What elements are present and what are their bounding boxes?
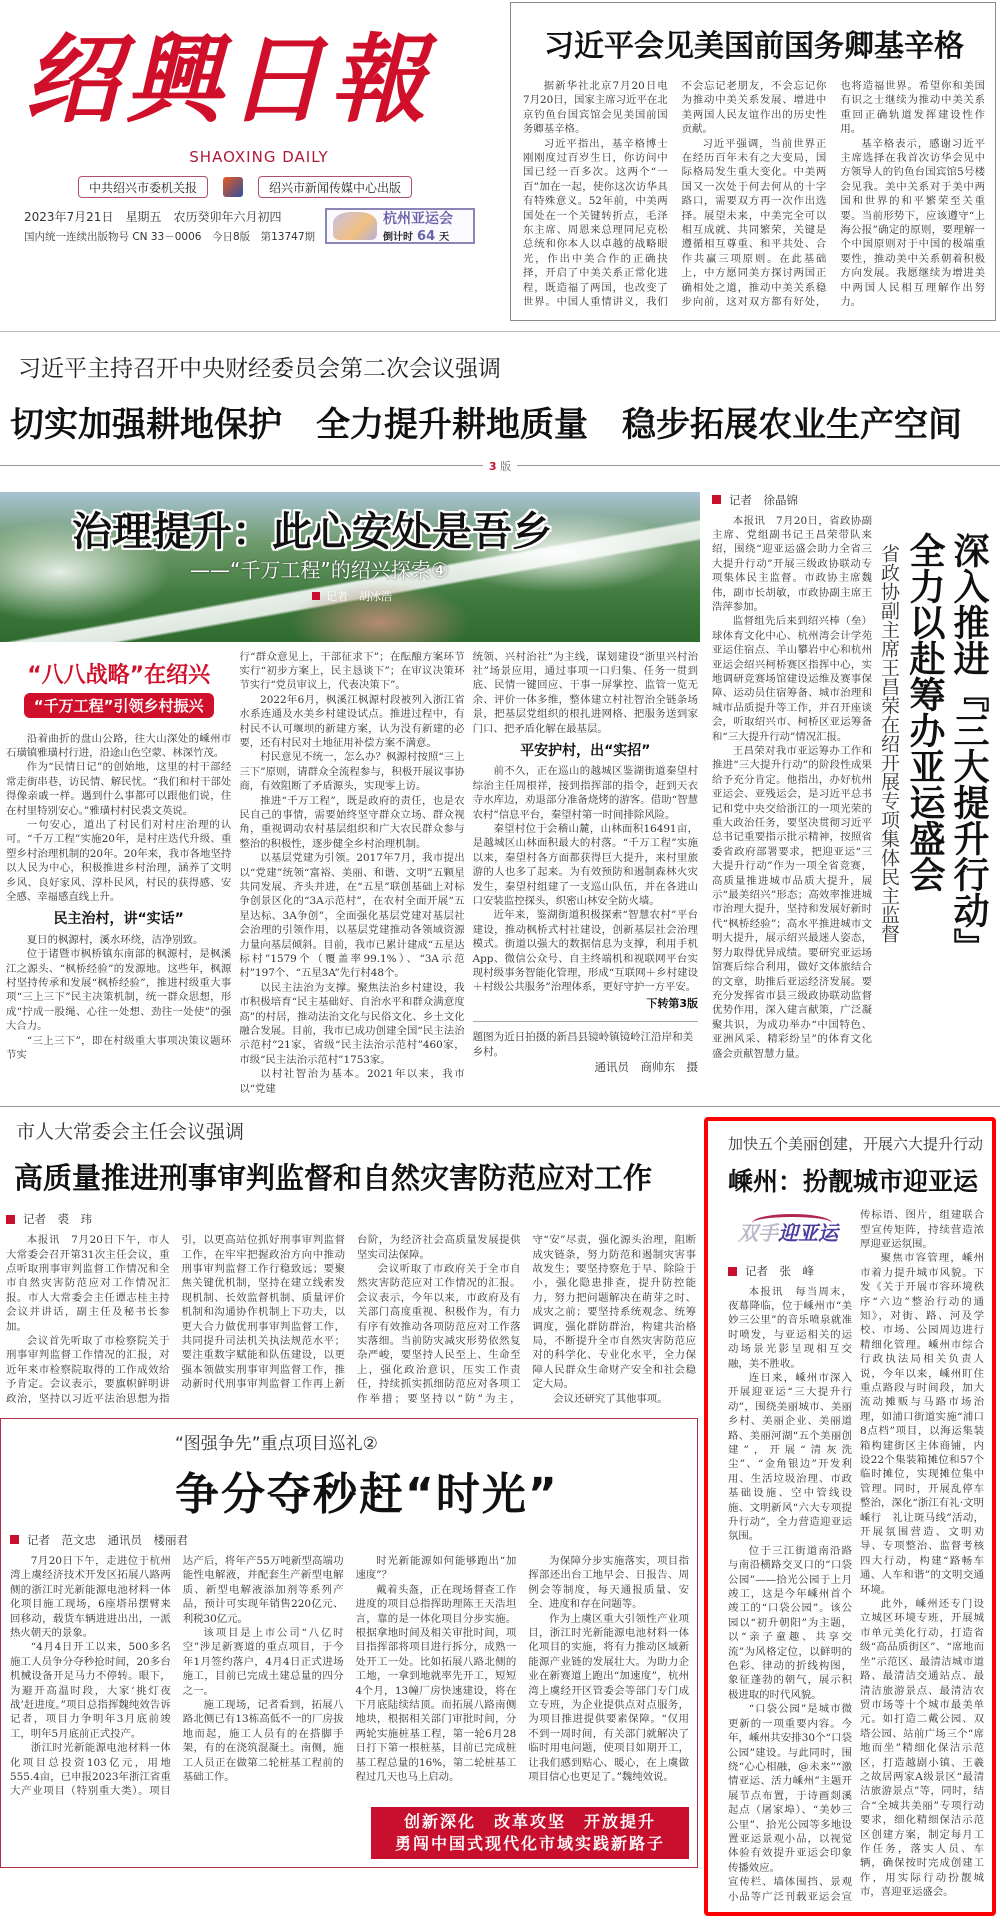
paragraph: 一句安心，道出了村民们对村庄治理的认可。“千万工程”实施20年，是村庄迭代升级、重塑乡村治理机制的20年。20年来，我市各地坚持以人民为中心，积极推进乡村治理，涵养了文明乡风、良好家风、淳朴民风，村民的获得感、安全感、幸福感直线上升。 bbox=[6, 818, 232, 903]
paragraph: 本报讯 7月20日，省政协副主席、党组副书记王昌荣带队来绍，围绕“迎亚运盛会助力全省三大提升行动”开展三级政协联动专项集体民主监督。市政协主席魏伟，副市长胡敏，市政协副主席王浩萍参加。 bbox=[712, 514, 872, 613]
paragraph: 2022年6月，枫溪江枫源村段被列入浙江省水系连通及水美乡村建设试点。推进过程中，有村民不认可堰坝的新建方案，认为没有新建的必要，还有村民对土地征用补偿方案不满意。 bbox=[239, 693, 465, 749]
paragraph: “口袋公园”是城市微更新的一项重要内容。今年，嵊州共安排30个“口袋公园”建设。与此同时，围绕“心心相融，@未来”“激情亚运、活力嵊州”主题开展节点布置，于诗画剡溪起点（屠家埠）、“美妙三公里”、拾光公园等多地设置亚运景观小品，以视觉体验有效提升亚运会印象传播效应。 bbox=[728, 1703, 852, 1874]
paragraph: 推进“千万工程”，既是政府的责任，也是农民自己的事情，需要始终坚守群众立场、群众视角，重视调动农村基层组织和广大农民群众参与整治的积极性，逐步健全乡村治理机制。 bbox=[239, 794, 465, 850]
paragraph: 习近平指出，基辛格博士刚刚度过百岁生日，你访问中国已经一百多次。这两个“一百”加在一起，使你这次访华具有特殊意义。52年前，中美两国处在一个关键转折点，毛泽东主席、周恩来总理同尼克松总统和你本人以卓越的战略眼光，作出中美合作的正确抉择，开启了中美关系正常化进程，既造福了两国，也改变了世界。中国人重情讲义，我们不会忘记老朋友，不会忘记你为推动中美关系发展、增进中美两国人民友谊作出的历史性贡献。 bbox=[523, 80, 827, 309]
lead-story bbox=[0, 332, 1000, 474]
english-name: SHAOXING DAILY bbox=[189, 148, 329, 166]
logo-text-a: 双手 bbox=[738, 1221, 778, 1246]
shengzhou-kicker: 加快五个美丽创建，开展六大提升行动 bbox=[728, 1135, 984, 1154]
publisher-label: 绍兴市新闻传媒中心出版 bbox=[258, 176, 412, 198]
paragraph: 会议听取了市政府关于全市自然灾害防范应对工作情况的汇报。会议表示，今年以来，市政府及有关部门高度重视、积极作为，有力有序有效推动各项防范应对工作落实落细。当前防灾减灾形势依然复杂严峻，要坚持人民至上、生命至上，强化政治意识，压实工作责任，持续抓实抓细防范应对各项工作举措；要坚持以“防”为主，守“安”尽责，强化源头治理，阻断成灾链条，努力防范和遏制灾害事故发生；要坚持察危于早、除险于小，强化隐患排查，提升防控能力，努力把问题解决在萌芽之时、成灾之前；要坚持系统观念、统筹调度，强化群防群治，构建共治格局，不断提升全市自然灾害防范应对的科学化、专业化水平，全力保障人民群众生命财产安全和社会稳定大局。 bbox=[357, 1234, 696, 1405]
masthead bbox=[0, 2, 500, 321]
slogan-banner bbox=[371, 1807, 689, 1859]
paragraph: 以村社智治为基本。2021年以来，我市以“党建 bbox=[239, 1068, 465, 1095]
caption-text: 题图为近日拍摄的新昌县镜岭镇镜岭江沿岸和美乡村。 bbox=[472, 1030, 694, 1058]
project-headline[interactable]: 争分夺秒赶“时光” bbox=[175, 1468, 559, 1520]
byline-marker-icon bbox=[312, 592, 320, 600]
paragraph: 行“群众意见上，干部征求下”；在酝酿方案环节实行“初步方案上，民主恳谈下”；在审议决策环节实行“党员审议上，代表决策下”。 bbox=[239, 650, 465, 692]
slogan-line-1: 创新深化 改革攻坚 开放提升 bbox=[403, 1811, 656, 1831]
asian-games-countdown bbox=[325, 208, 475, 244]
column-logo-subtitle: “千万工程”引领乡村振兴 bbox=[24, 693, 214, 718]
column-logo bbox=[728, 1212, 838, 1254]
article-byline bbox=[6, 1211, 700, 1227]
page-label: 版 bbox=[500, 459, 512, 473]
newspaper-logo: 绍興日報 bbox=[24, 23, 432, 136]
paragraph: 会议还研究了其他事项。 bbox=[553, 1392, 668, 1405]
article-byline bbox=[10, 1532, 689, 1548]
divider bbox=[0, 465, 483, 466]
paragraph: 该项目是上市公司“八亿时空”涉足新赛道的重点项目，于今年1月签约落户，4月4日正式进场施工，目前已完成土建总量的四分之一。 bbox=[182, 1627, 344, 1697]
byline-marker-icon bbox=[6, 1215, 15, 1224]
feature-column-2 bbox=[239, 650, 464, 1097]
feature-subtitle: ——“千万工程”的绍兴探索④ bbox=[190, 557, 449, 582]
paragraph: 前不久，正在巡山的越城区鉴湖街道秦望村综治主任周根祥，接到指挥部的指令，赶到天衣寺水库边，劝退部分准备烧烤的游客。借助“智慧农村”信息平台，秦望村第一时间排除风险。 bbox=[472, 765, 698, 821]
asian-games-article bbox=[700, 492, 1000, 1097]
paragraph: 基辛格表示，感谢习近平主席选择在我首次访华会见中方领导人的钓鱼台国宾馆5号楼会见我。美中关系对于美中两国和世界的和平繁荣至关重要。当前形势下，应该遵守“上海公报”确定的原则，要理解一个中国原则对于中国的极端重要性，推动美中关系朝着积极方向发展。我愿继续为增进美中两国人民相互理解作出努力。 bbox=[840, 137, 985, 309]
countdown-days: 64 bbox=[417, 229, 436, 244]
serial-number: 国内统一连续出版物号 CN 33－0006 今日8版 第13747期 bbox=[24, 231, 316, 243]
byline-text: 记者 裘 玮 bbox=[23, 1212, 92, 1227]
paragraph: 习近平强调，当前世界正在经历百年未有之大变局，国际格局发生重大变化。中美两国又一次处于何去何从的十字路口，需要双方再一次作出选择。展望未来，中美完全可以相互成就、共同繁荣，关键是遵循相互尊重、和平共处、合作共赢三项原则。在此基础上，中方愿同美方探讨两国正确相处之道，推动中美关系稳步向前，这对双方都有好处，也将造福世界。希望你和美国有识之士继续为推动中美关系重回正确轨道发挥建设性作用。 bbox=[681, 80, 985, 309]
paragraph: 沿着曲折的盘山公路，往大山深处的嵊州市石璜镇雅璜村行进，沿途山色空蒙、林深竹茂。 bbox=[6, 732, 232, 759]
byline-text: 记者 范文忠 通讯员 楼丽君 bbox=[27, 1532, 188, 1547]
asian-games-body bbox=[712, 514, 872, 1061]
paragraph: 本报讯 每当周末，夜幕降临，位于嵊州市“美妙三公里”的音乐喷泉就准时喷发，与亚运相关的运动场景光影呈现相互交融，美不胜收。 bbox=[728, 1285, 852, 1370]
issue-info bbox=[24, 208, 500, 244]
top-story-headline[interactable]: 习近平会见美国前国务卿基辛格 bbox=[544, 29, 964, 64]
paragraph: 以基层党建为引领。2017年7月，我市提出以“党建”统领“富裕、美丽、和谐、文明”五颗星共同发展、齐头并进，在“五星”联创基础上对标争创景区化的“3A示范村”，在农村全面开展“五星达标、3A争创”，全面强化基层党建对基层社会治理的引领作用，以基层党建推动各领域资源力量向基层倾斜。目前，我市已累计建成“五星达标村”1579个（覆盖率99.1%）、“3A示范村”197个、“五星3A”先行村48个。 bbox=[239, 852, 465, 980]
paragraph: 位于诸暨市枫桥镇东南部的枫源村，是枫溪江之源头、“枫桥经验”的发源地。这些年，枫源村坚持传承和发展“枫桥经验”，推进村级重大事项“三上三下”民主决策机制，统一群众思想，形成“拧成一股绳、心往一处想、劲往一处使”的强大合力。 bbox=[6, 948, 232, 1033]
paragraph: 宣传栏、墙体围挡、景观小品等广泛刊载亚运会宣传标语、图片，组建联合型宣传矩阵，持续营造浓厚迎亚运氛围。 bbox=[728, 1209, 984, 1903]
byline-marker-icon bbox=[728, 1267, 737, 1276]
feature-column-1 bbox=[6, 732, 231, 1063]
article-byline bbox=[728, 1264, 852, 1278]
photo-caption bbox=[473, 1021, 698, 1075]
divider bbox=[517, 465, 1000, 466]
page-reference[interactable] bbox=[483, 458, 517, 474]
paragraph: 统领、兴村治社”为主线，谋划建设“浙里兴村治社”场景应用，通过事项一口归集、任务一贯到底、民情一键回应、干事一屏掌控、监管一览无余、评价一体多维，整体建立村社智治全链条场景，把基层党组织的根扎进网格、把服务送到家门口、把矛盾化解在最基层。 bbox=[472, 650, 698, 735]
subheading: 平安护村，出“实招” bbox=[520, 742, 651, 759]
project-article-frame bbox=[0, 1418, 698, 1868]
paragraph: 戴着头盔，正在现场督查工作进度的项目总指挥助理陈王天浩坦言，靠的是一体化项目分步实施。根据拿地时间及相关审批时间，项目指挥部将项目进行拆分，成熟一处开工一处。比如拓展八路北侧的工地，一拿到地就率先开工，短短4个月，13幢厂房快速建设，将在下月底陆续结顶。而拓展八路南侧地块，根据相关部门审批时间，分两轮实施桩基工程，第一轮6月28日打下第一根桩基，目前已完成桩基工程总量的16%，第二轮桩基工程过几天也马上启动。 bbox=[355, 1583, 517, 1784]
lead-kicker: 习近平主持召开中央财经委员会第二次会议强调 bbox=[18, 355, 501, 382]
subheading: 民主治村，讲“实话” bbox=[53, 911, 184, 928]
paragraph: 以民主法治为支撑。聚焦法治乡村建设，我市积极培育“民主基础好、自治水平和群众满意度高”的村居，推动法治文化与民俗文化、乡土文化融合发展。目前，我市已成功创建全国“民主法治示范村”21家，省级“民主法治示范村”460家，市级“民主法治示范村”1753家。 bbox=[239, 981, 465, 1066]
feature-row bbox=[0, 492, 1000, 1108]
npc-body bbox=[6, 1233, 700, 1406]
paragraph: 据新华社北京7月20日电 7月20日，国家主席习近平在北京钓鱼台国宾馆会见美国前国务卿基辛格。 bbox=[523, 80, 679, 136]
publisher-bar bbox=[78, 176, 412, 198]
lead-headline[interactable]: 切实加强耕地保护 全力提升耕地质量 稳步拓展农业生产空间 bbox=[10, 404, 962, 445]
asian-games-subtitle: 省政协副主席王昌荣在绍开展专项集体民主监督 bbox=[878, 543, 900, 943]
top-story-body bbox=[523, 79, 985, 310]
highlight-box bbox=[704, 1117, 996, 1916]
paragraph: 近年来，鉴湖街道积极探索“智慧农村”平台建设，推动枫桥式村社建设，创新基层社会治理模式。街道以强大的数据信息为支撑，利用手机App、微信公众号、自主终端机和视联网平台实现村级事务智能化管理，形成“互联网＋乡村建设＋村级公共服务”治理体系，更好守护一方平安。 bbox=[472, 909, 698, 994]
paragraph: 会议首先听取了市检察院关于刑事审判监督工作情况的汇报，对近年来市检察院取得的工作成效给予肯定。会议表示，要旗帜鲜明讲政治，坚持以习近平法治思想为指引，以更高站位抓好刑事审判监督工作，在牢牢把握政治方向中推动刑事审判监督工作行稳致远；要聚焦关键优机制，坚持在建立线索发现机制、长效监督机制、质量评价机制和沟通协作机制上下功夫，以更大合力做优刑事审判监督工作，共同提升司法机关执法规范水平；要注重数字赋能和队伍建设，以更强本领做实刑事审判监督工作，推动新时代刑事审判监督工作再上新台阶，为经济社会高质量发展提供坚实司法保障。 bbox=[6, 1234, 521, 1405]
paragraph: 作为上虞区重大引领性产业项目，浙江时光新能源电池材料一体化项目的实施，将有力推动区域新能源产业链的发展壮大。为助力企业在新赛道上跑出“加速度”，杭州湾上虞经开区管委会等部门专门成立专班，为企业提供点对点服务，为项目推进提供要素保障。“仅用不到一周时间，有关部门就解决了临时用电问题，使项目如期开工，让我们感到贴心、暖心，在上虞做项目信心也更足了。”魏纯效说。 bbox=[528, 1612, 689, 1784]
paragraph: 聚焦市容管理，嵊州市着力提升城市风貌。下发《关于开展市容环境秩序“六边”整治行动的通知》，对街、路、河及学校、市场、公园周边进行精细化管理。嵊州市综合行政执法局相关负责人说，今年以来，嵊州盯住重点路段与时间段，加大流动摊贩与马路市场治理，如浦口街道实施“浦口8点档”项目，以海运集装箱构建街区主体商铺，内设22个集装箱摊位和57个临时摊位，实现摊位集中管理。同时，开展乱停车整治，深化“浙江有礼·文明嵊行 礼让斑马线”活动，开展氛围营造、文明劝导、专项整治、监督考核四大行动，构建“路畅车通、人车和谐”的文明交通环境。 bbox=[860, 1252, 984, 1596]
logo-text-b: 迎亚运 bbox=[778, 1221, 838, 1246]
paragraph: 夏日的枫源村，溪水环绕，洁净别致。 bbox=[26, 933, 204, 946]
paragraph: “4月4日开工以来，500多名施工人员争分夺秒抢时间，20多台机械设备开足马力不停转。眼下，为避开高温时段，大家‘挑灯夜战’赶进度。”项目总指挥魏纯效告诉记者，项目力争明年3月底前竣工，明年5月底前正式投产。 bbox=[10, 1641, 171, 1740]
project-kicker: “图强争先”重点项目巡礼② bbox=[175, 1433, 378, 1454]
feature-body bbox=[0, 650, 700, 1097]
feature-headline[interactable]: 治理提升：此心安处是吾乡 bbox=[72, 508, 552, 555]
npc-kicker: 市人大常委会主任会议强调 bbox=[16, 1121, 245, 1144]
asian-games-headline-line2[interactable]: 全力以赴筹办亚运盛会 bbox=[904, 531, 945, 892]
npc-article bbox=[0, 1117, 700, 1418]
countdown-suffix: 天 bbox=[439, 232, 450, 243]
paragraph: 浙江时光新能源电池材料一体化项目总投资103亿元，用地555.4亩，已申报2023年浙江省重大产业项目（特别重大类）。项目达产后，将年产55万吨新型高端功能性电解液，并配套生产新型电解质、新型电解液添加剂等系列产品，预计可实现年销售220亿元、利税30亿元。 bbox=[10, 1554, 344, 1798]
paragraph: 施工现场，记者看到，拓展八路北侧已有13栋高低不一的厂房拔地而起，施工人员有的在搭脚手架，有的在浇筑混凝土。南侧，施工人员正在做第二轮桩基工程前的基础工作。 bbox=[182, 1699, 344, 1784]
paragraph: 作为“民情日记”的创始地，这里的村干部经常走街串巷，访民情、解民忧。“我们和村干部处得像亲戚一样。遇到什么事都可以跟他们说，住在村里特别安心。”雅璜村村民裘文英说。 bbox=[6, 761, 232, 817]
masthead-row bbox=[0, 0, 1000, 332]
byline-marker-icon bbox=[712, 495, 721, 504]
paragraph: 秦望村位于会稽山麓，山林面积16491亩，是越城区山林面积最大的村落。“千万工程”实施以来，秦望村各方面都获得巨大提升，来村里旅游的人也多了起来。为有效预防和遏制森林火灾发生，秦望村组建了一支巡山队伍，并在各进山口安装监控探头，织密山林安全防火墙。 bbox=[472, 822, 698, 907]
lower-row bbox=[0, 1117, 1000, 1916]
countdown-prefix: 倒计时 bbox=[383, 232, 414, 243]
shengzhou-column-1 bbox=[728, 1285, 852, 1876]
column-logo-title: “八八战略”在绍兴 bbox=[27, 662, 211, 688]
paragraph: 7月20日下午，走进位于杭州湾上虞经济技术开发区拓展八路两侧的浙江时光新能源电池材料一体化项目施工现场，6座塔吊摆臂来回移动，载货车辆进进出出，一派热火朝天的景象。 bbox=[10, 1554, 171, 1639]
countdown-title: 杭州亚运会 bbox=[383, 211, 454, 227]
paragraph: 王昌荣对我市亚运筹办工作和推进“三大提升行动”的阶段性成果给予充分肯定。他指出，办好杭州亚运会、亚残运会，是习近平总书记和党中央交给浙江的一项光荣的重大政治任务，要坚决贯彻习近平总书记重要指示批示精神，按照省委省政府部署要求，把迎亚运“三大提升行动”作为一项全省竞赛，高质量推进城市品质大提升，展示“最美绍兴”形态；高效率推进城市治理大提升，坚持和发展好新时代“枫桥经验”；高水平推进城市文明大提升，展示绍兴最迷人姿态，努力取得优异成绩。要研究亚运场馆赛后综合利用，做好文体旅结合的文章，助推后亚运经济发展。要充分发挥省市县三级政协联动监督优势作用，深入建言献策，广泛凝聚共识，为成功举办“中国特色、亚洲风采、精彩纷呈”的体育文化盛会贡献智慧力量。 bbox=[712, 745, 872, 1060]
feature-byline: 记者 胡冰浩 bbox=[326, 589, 392, 603]
organ-label: 中共绍兴市委机关报 bbox=[78, 176, 208, 198]
page-number: 3 bbox=[488, 459, 497, 473]
top-story bbox=[510, 2, 996, 321]
shengzhou-body bbox=[728, 1208, 984, 1904]
shengzhou-headline[interactable]: 嵊州：扮靓城市迎亚运 bbox=[728, 1167, 979, 1197]
media-center-icon bbox=[223, 177, 243, 197]
paragraph: 连日来，嵊州市深入开展迎亚运“三大提升行动”，围绕美丽城市、美丽乡村、美丽企业、美丽道路、美丽河湖“五个美丽创建”，开展“清灰洗尘”、“金角银边”开发利用、生活垃圾治理、市政基础设施、空中管线设施、文明新风“六大专项提升行动”，全力营造迎亚运氛围。 bbox=[728, 1371, 852, 1543]
page-reference-row bbox=[0, 458, 1000, 474]
npc-headline[interactable]: 高质量推进刑事审判监督和自然灾害防范应对工作 bbox=[14, 1161, 653, 1196]
paragraph: 时光新能源如何能够跑出“加速度”？ bbox=[355, 1554, 517, 1582]
paragraph: “三上三下”，即在村级重大事项决策议题环节实 bbox=[6, 1034, 232, 1062]
byline-text: 记者 张 峰 bbox=[745, 1264, 814, 1279]
column-logo bbox=[6, 658, 231, 718]
article-byline bbox=[712, 492, 872, 508]
photo-credit: 通讯员 商帅东 摄 bbox=[594, 1059, 698, 1074]
asian-games-headline-line1[interactable]: 深入推进『三大提升行动』 bbox=[948, 531, 989, 964]
feature-banner-photo bbox=[0, 492, 700, 642]
paragraph: 监督组先后来到绍兴棒（垒）球体育文化中心、杭州湾会计学苑亚运住宿点、羊山攀岩中心和杭州亚运会绍兴柯桥赛区指挥中心，实地调研竞赛场馆建设运维及赛事保障、运动员住宿筹备、城市治理和城市品质提升等工作，并召开座谈会，听取绍兴市、柯桥区亚运筹备和“三大提升行动”情况汇报。 bbox=[712, 615, 872, 743]
feature-column-3-text bbox=[473, 650, 698, 995]
slogan-line-2: 勇闯中国式现代化市域实践新路子 bbox=[394, 1833, 665, 1853]
byline-text: 记者 徐晶锦 bbox=[729, 492, 798, 507]
continued-link[interactable]: 下转第3版 bbox=[646, 996, 698, 1010]
byline-marker-icon bbox=[10, 1535, 19, 1544]
paragraph: 村民意见不统一，怎么办？枫源村按照“三上三下”原则，请群众全流程参与，积极开展议事协商，有效阻断了矛盾源头，实现零上访。 bbox=[239, 751, 465, 793]
issue-date: 2023年7月21日 星期五 农历癸卯年六月初四 bbox=[24, 210, 282, 224]
paragraph: 本报讯 7月20日下午，市人大常委会召开第31次主任会议，重点听取刑事审判监督工作情况和全市自然灾害防范应对工作情况汇报。市人大常委会主任谭志桂主持会议并讲话，副主任及秘书长参加。 bbox=[6, 1234, 170, 1333]
asian-games-emblem-icon bbox=[333, 212, 377, 240]
paragraph: 为保障分步实施落实，项目指挥部还出台工地早会、日报告、周例会等制度，每天通报质量、安全、进度和存在问题等。 bbox=[528, 1554, 689, 1611]
paragraph: 此外，嵊州还专门设立城区环境专班，开展城市单元美化行动，打造省级“高品质街区”、“席地而坐”示范区、最清洁城市道路、最清洁交通站点、最清洁旅游景点、最清洁农贸市场等十个城市最美单元。如打造二戴公园、双塔公园、站前广场三个“席地而坐”精细化保洁示范区，打造越剧小镇、王羲之故居两家A级景区“最清洁旅游景点”等，同时，结合“全城共美丽”专项行动要求，细化精细保洁示范区创建方案，制定每月工作任务，落实人员、车辆，确保按时完成创建工作，用实际行动扮靓城市，喜迎亚运盛会。 bbox=[860, 1598, 984, 1899]
project-body bbox=[10, 1554, 689, 1799]
paragraph: 位于三江街道南沿路与南沿横路交叉口的“口袋公园”——拾光公园于上月竣工，这是今年嵊州首个竣工的“口袋公园”。该公园以“初升朝阳”为主题，以“亲子童趣、共享交流”为风格定位，以鲜明的色彩、律动的折线构图，象征蓬勃的朝气，展示积极进取的时代风貌。 bbox=[728, 1544, 852, 1701]
